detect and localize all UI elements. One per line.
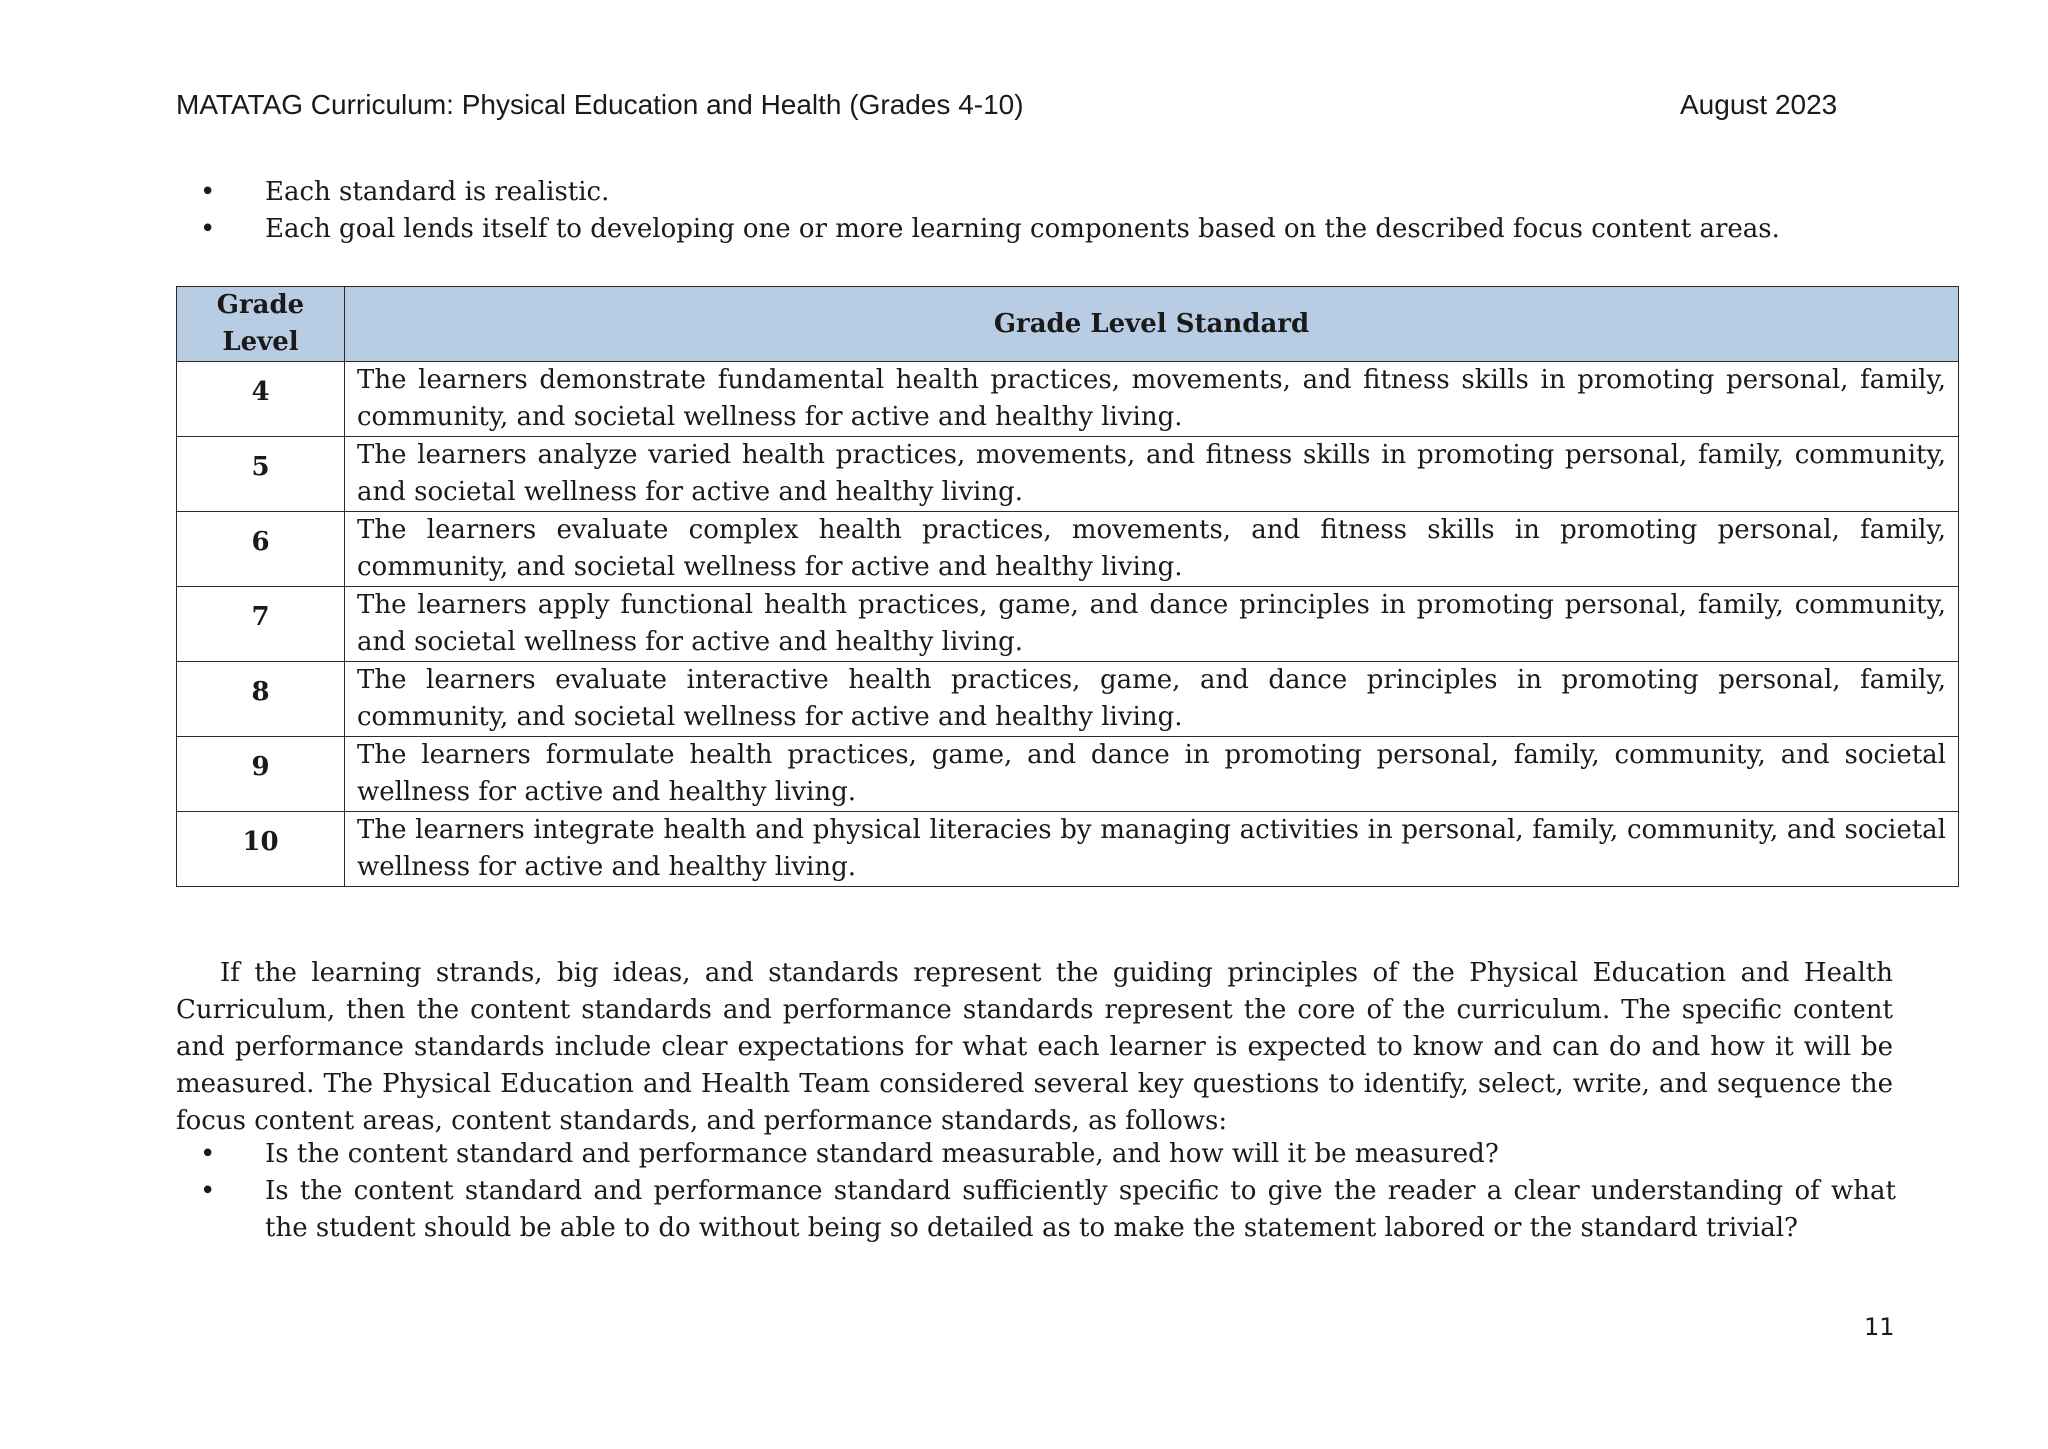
table-row (177, 437, 1959, 512)
grade-level-standard-header: Grade Level Standard (345, 287, 1959, 362)
standard-cell: The learners apply functional health practices, game, and dance principles in promoting personal, family, community, and societal wellness for active and healthy living. (345, 587, 1959, 662)
table-row (177, 662, 1959, 737)
grade-level-header (177, 287, 345, 362)
table-row (177, 512, 1959, 587)
grade-cell: 6 (177, 512, 345, 587)
table-header-row (177, 287, 1959, 362)
grade-cell: 8 (177, 662, 345, 737)
standard-cell: The learners evaluate complex health practices, movements, and fitness skills in promoting personal, family, community, and societal wellness for active and healthy living. (345, 512, 1959, 587)
list-item (176, 211, 1896, 248)
table-row (177, 737, 1959, 812)
bullet-icon: • (200, 177, 216, 207)
bullet-icon: • (200, 214, 216, 244)
bullet-icon: • (200, 1176, 216, 1206)
bullet-icon: • (200, 1139, 216, 1169)
bullet-text: Each goal lends itself to developing one or more learning components based on the described focus content areas. (265, 214, 1780, 244)
table-row (177, 362, 1959, 437)
grade-header-line2: Level (222, 327, 299, 357)
list-item (176, 1136, 1896, 1173)
key-questions-list (176, 1136, 1896, 1247)
standard-cell: The learners formulate health practices, game, and dance in promoting personal, family, community, and societal wellness for active and healthy living. (345, 737, 1959, 812)
body-paragraph: If the learning strands, big ideas, and standards represent the guiding principles of the Physical Education and Health Curriculum, then the content standards and performance standards represent the core of the curriculum. The specific content and performance standards include clear expectations for what each learner is expected to know and can do and how it will be measured. The Physical Education and Health Team considered several key questions to identify, select, write, and sequence the focus content areas, content standards, and performance standards, as follows: (176, 958, 1893, 1136)
list-item (176, 1173, 1896, 1247)
grade-header-line1: Grade (216, 290, 305, 320)
bullet-text: Is the content standard and performance standard measurable, and how will it be measured? (265, 1139, 1499, 1169)
grade-level-standards-table (176, 286, 1959, 887)
table-row (177, 812, 1959, 887)
standard-cell: The learners analyze varied health practices, movements, and fitness skills in promoting personal, family, community, and societal wellness for active and healthy living. (345, 437, 1959, 512)
page-number: 11 (1864, 1313, 1895, 1341)
page-header (176, 88, 1838, 122)
standard-cell: The learners demonstrate fundamental health practices, movements, and fitness skills in promoting personal, family, community, and societal wellness for active and healthy living. (345, 362, 1959, 437)
standard-cell: The learners evaluate interactive health practices, game, and dance principles in promoting personal, family, community, and societal wellness for active and healthy living. (345, 662, 1959, 737)
grade-cell: 4 (177, 362, 345, 437)
grade-cell: 10 (177, 812, 345, 887)
bullet-text: Each standard is realistic. (265, 177, 610, 207)
intro-bullet-list (176, 174, 1896, 248)
grade-cell: 5 (177, 437, 345, 512)
list-item (176, 174, 1896, 211)
grade-cell: 9 (177, 737, 345, 812)
standard-cell: The learners integrate health and physical literacies by managing activities in personal, family, community, and societal wellness for active and healthy living. (345, 812, 1959, 887)
document-date: August 2023 (1680, 89, 1838, 120)
bullet-text: Is the content standard and performance standard sufficiently specific to give the reader a clear understanding of what the student should be able to do without being so detailed as to make the statement labored or the standard trivial? (265, 1176, 1896, 1243)
document-title: MATATAG Curriculum: Physical Education and Health (Grades 4-10) (176, 89, 1024, 120)
table-row (177, 587, 1959, 662)
grade-cell: 7 (177, 587, 345, 662)
